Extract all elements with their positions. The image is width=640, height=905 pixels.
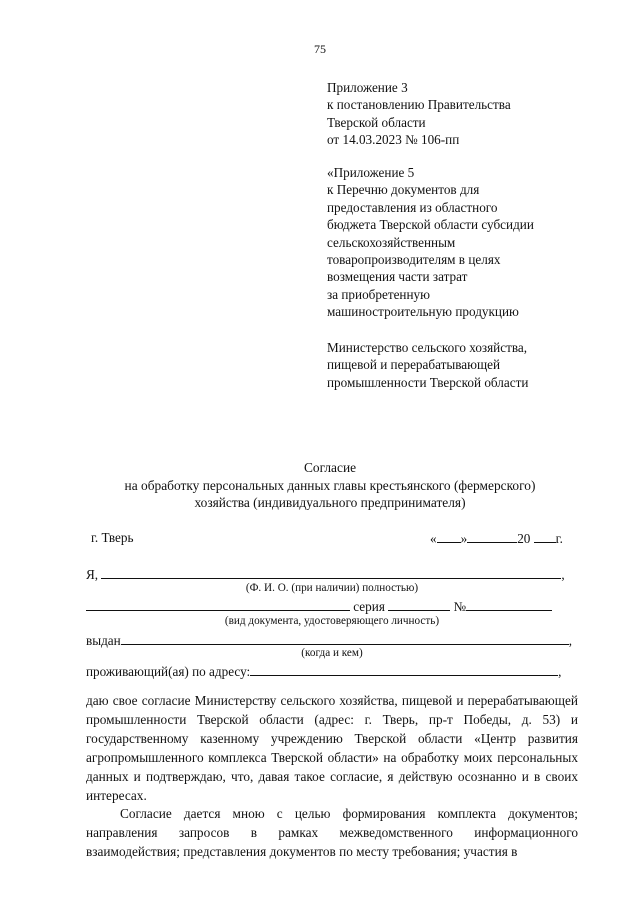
appendix-3-header — [327, 79, 607, 149]
date-close-quote: » — [460, 531, 468, 546]
appendix-5-header — [327, 164, 607, 321]
appendix-5-line: товаропроизводителям в целях — [327, 252, 501, 268]
date-open-quote: « — [430, 531, 437, 546]
address-blank[interactable] — [250, 663, 558, 676]
fio-comma: , — [561, 567, 565, 582]
appendix-5-line: к Перечню документов для — [327, 182, 480, 198]
address-comma: , — [558, 664, 562, 679]
addressee-line: Министерство сельского хозяйства, — [327, 340, 528, 355]
number-blank[interactable] — [466, 598, 552, 611]
addressee-line: пищевой и перерабатывающей — [327, 357, 501, 373]
date-year-prefix: 20 — [517, 531, 531, 546]
page-number: 75 — [314, 42, 326, 56]
document-row — [86, 598, 552, 615]
series-label: серия — [353, 599, 385, 614]
i-label: Я, — [86, 567, 99, 582]
date-day-blank[interactable] — [437, 530, 461, 543]
date-month-blank[interactable] — [467, 530, 517, 543]
appendix-5-line: возмещения части затрат — [327, 269, 468, 285]
appendix-5-line: предоставления из областного — [327, 199, 498, 215]
issued-hint: (когда и кем) — [301, 647, 363, 659]
title-line: Согласие — [303, 460, 357, 475]
title-line: на обработку персональных данных главы крестьянского (фермерского) — [124, 477, 536, 493]
appendix-5-line: сельскохозяйственным — [327, 234, 456, 250]
fio-row — [86, 566, 565, 583]
address-row — [86, 663, 561, 680]
issued-blank[interactable] — [121, 632, 569, 645]
consent-paragraph-2: Согласие дается мною с целью формирования комплекта документов; направления запросов в рамках межведомственного информационного взаимодействия; представления документов по месту требования; участия в — [86, 806, 578, 860]
addressee-line: промышленности Тверской области — [327, 374, 529, 390]
appendix-5-line: за приобретенную — [327, 286, 430, 302]
document-hint: (вид документа, удостоверяющего личность) — [224, 615, 440, 627]
appendix-5-line: машиностроительную продукцию — [327, 304, 519, 320]
fio-blank[interactable] — [101, 566, 561, 579]
document-type-blank[interactable] — [86, 598, 350, 611]
date-year-suffix: г. — [555, 531, 563, 546]
addressee-block — [327, 339, 607, 391]
document-title — [60, 459, 600, 512]
series-blank[interactable] — [388, 598, 450, 611]
consent-paragraph-1: даю свое согласие Министерству сельского хозяйства, пищевой и перерабатывающей промышленности Тверской области (адрес: г. Тверь, пр-т Победы, д. 53) и государственному казенному учреждению Тверской области «Центр развития агропромышленного комплекса Тверской области» на обработку моих персональных данных и подтверждаю, что, давая такое согласие, я действую осознанно и в своих интересах. — [86, 693, 578, 803]
city-label: г. Тверь — [91, 530, 134, 545]
issued-label: выдан — [86, 633, 121, 648]
date-field — [430, 530, 563, 547]
issued-comma: , — [568, 633, 573, 648]
title-line: хозяйства (индивидуального предпринимателя) — [194, 495, 466, 510]
number-label: № — [453, 599, 467, 614]
appendix-5-line: «Приложение 5 — [327, 165, 415, 180]
appendix-3-line: к постановлению Правительства — [327, 97, 511, 113]
date-year-blank[interactable] — [534, 530, 556, 543]
consent-body — [86, 692, 578, 862]
appendix-3-line: от 14.03.2023 № 106-пп — [327, 132, 460, 148]
appendix-3-line: Приложение 3 — [327, 80, 408, 95]
appendix-3-line: Тверской области — [327, 114, 426, 130]
appendix-5-line: бюджета Тверской области субсидии — [327, 217, 534, 233]
fio-hint: (Ф. И. О. (при наличии) полностью) — [245, 582, 419, 594]
address-label: проживающий(ая) по адресу: — [86, 664, 251, 679]
